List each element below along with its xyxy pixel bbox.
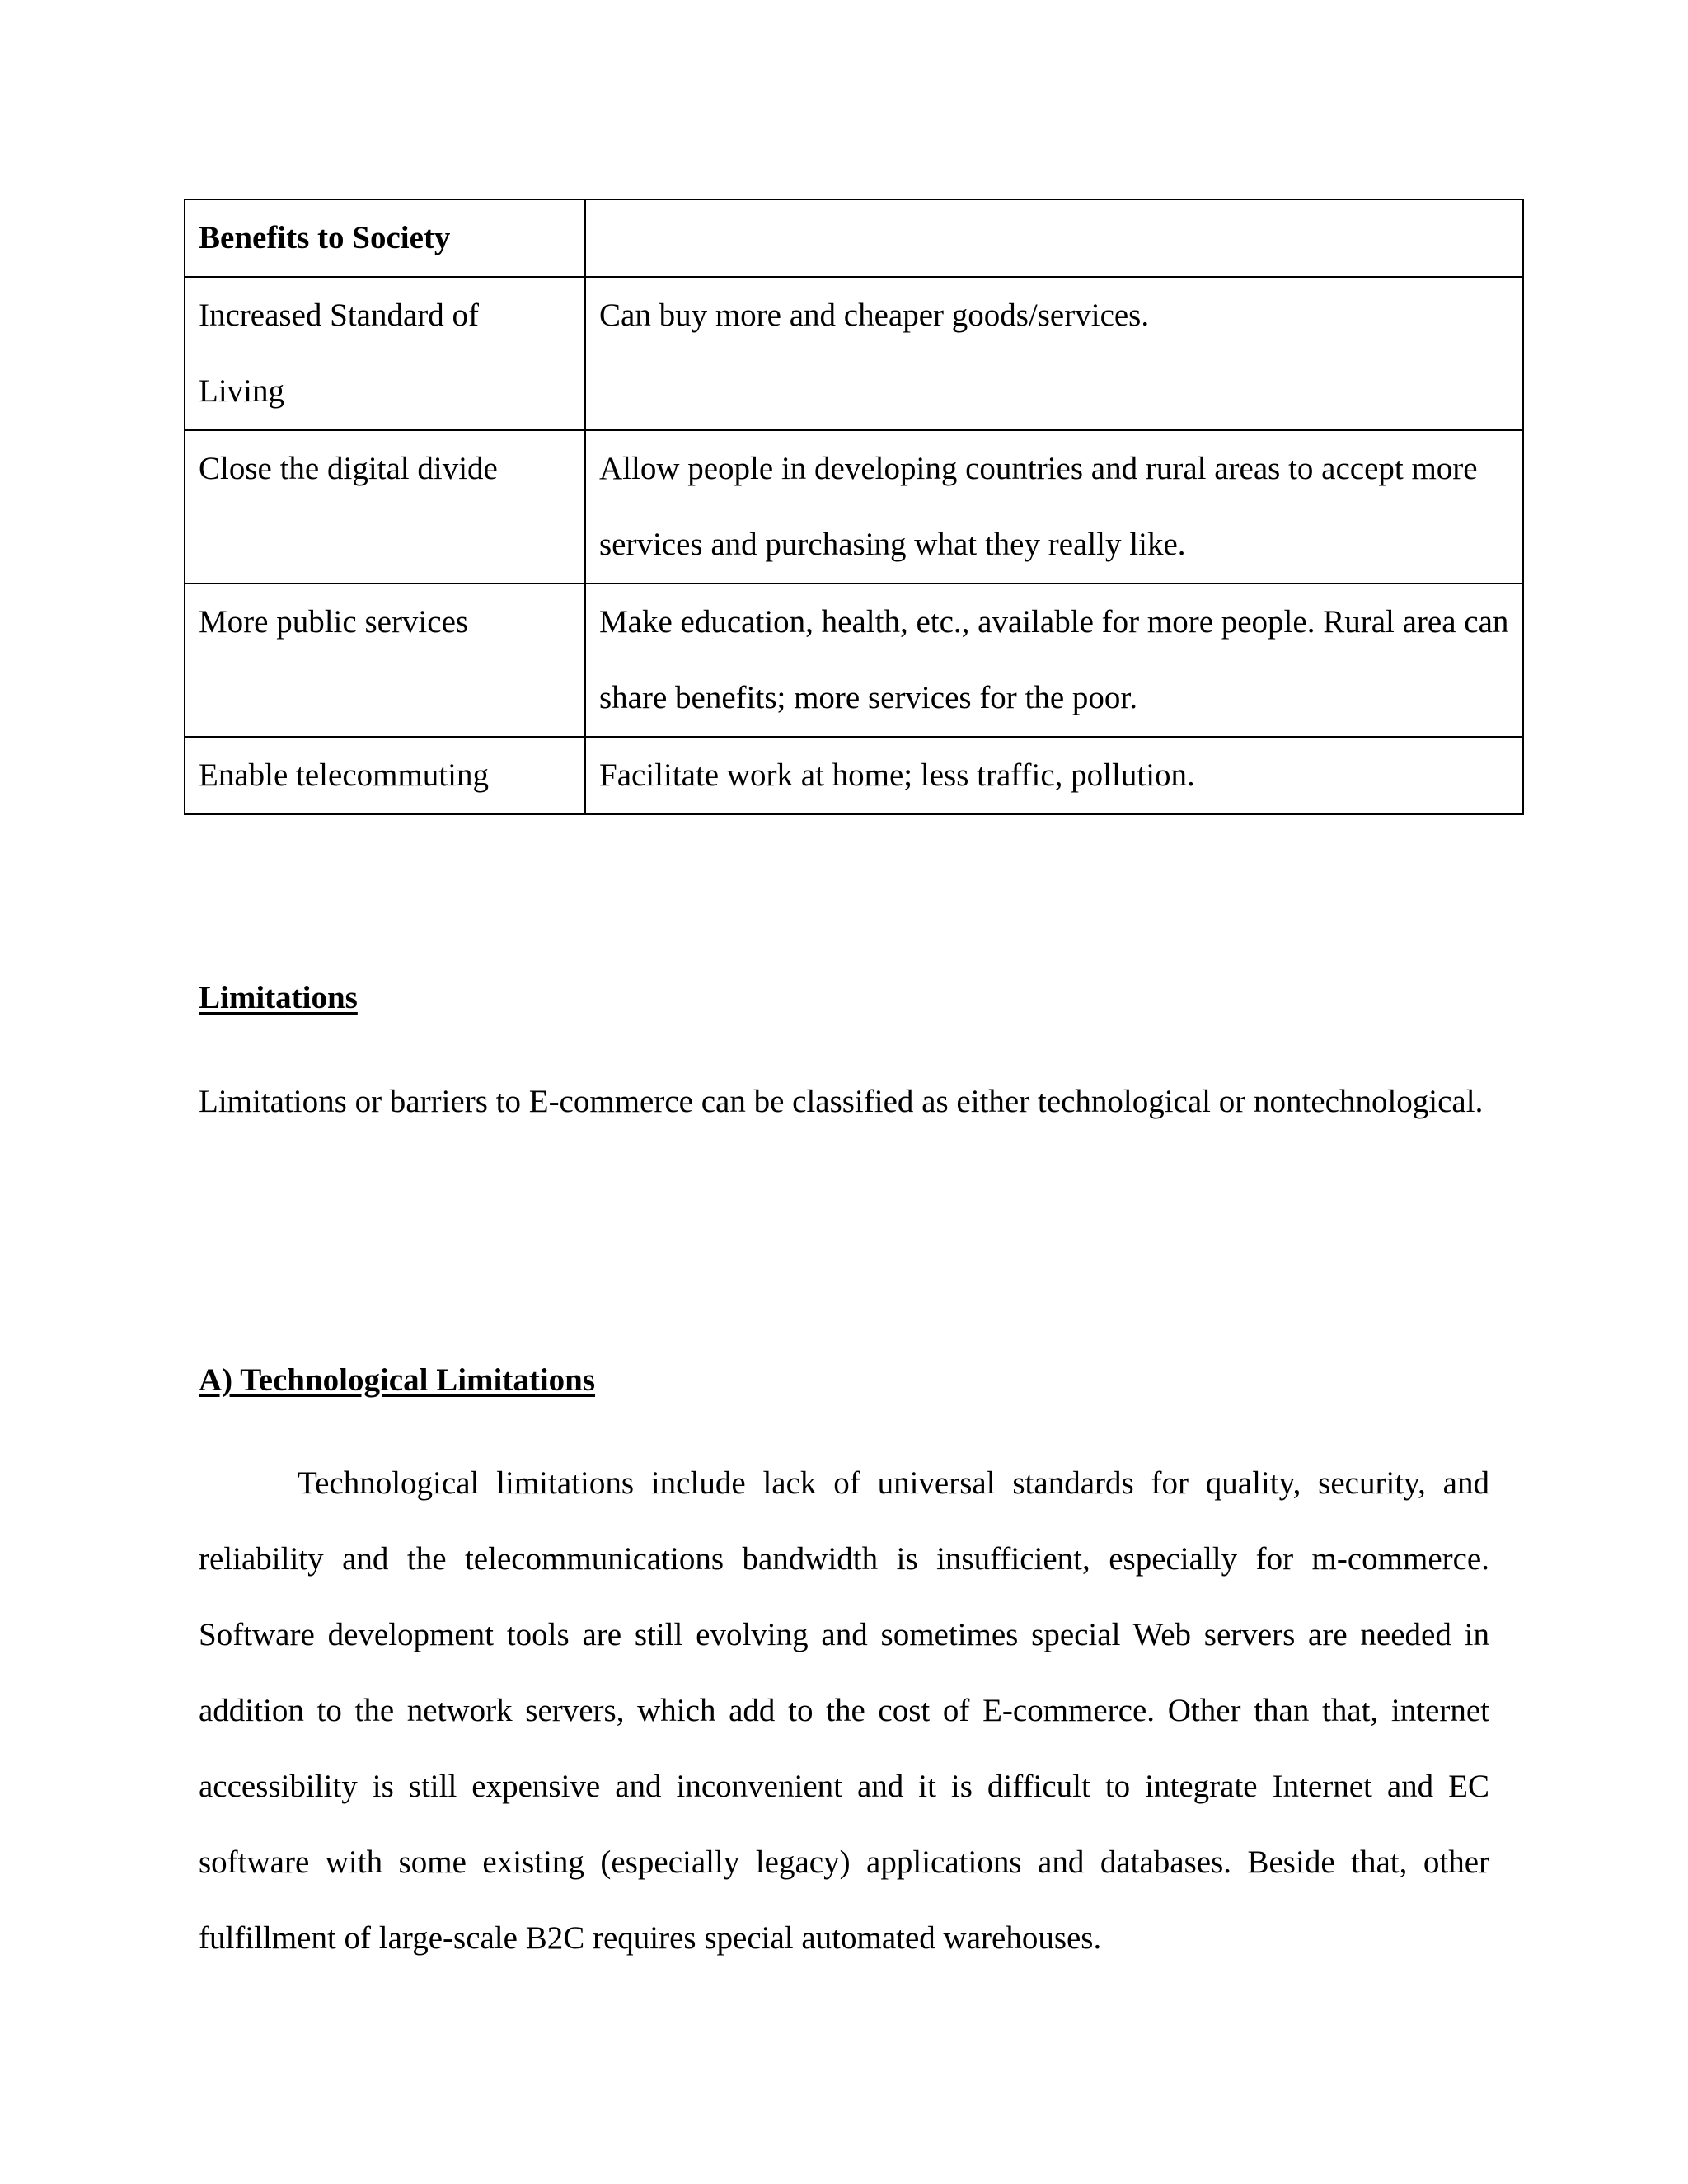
- table-row: [185, 277, 1523, 430]
- table-header-cell: Benefits to Society: [185, 199, 585, 277]
- table-header-cell-empty: [585, 199, 1523, 277]
- benefit-cell: Enable telecommuting: [185, 737, 585, 814]
- technological-limitations-heading: A) Technological Limitations: [199, 1362, 596, 1398]
- table-row: [185, 583, 1523, 737]
- table-header-row: [185, 199, 1523, 277]
- benefits-table: [184, 199, 1524, 815]
- description-cell: Can buy more and cheaper goods/services.: [585, 277, 1523, 430]
- limitations-paragraph: Limitations or barriers to E-commerce can be classified as either technological or nontechnological.: [199, 1084, 1484, 1119]
- description-cell: Facilitate work at home; less traffic, pollution.: [585, 737, 1523, 814]
- table-row: [185, 430, 1523, 583]
- table-row: [185, 737, 1523, 814]
- description-cell: Make education, health, etc., available for more people. Rural area can share benefits; more services for the poor.: [585, 583, 1523, 737]
- technological-limitations-paragraph: Technological limitations include lack of universal standards for quality, security, and reliability and the telecommunications bandwidth is insufficient, especially for m-commerce. Software development tools are still evolving and sometimes special Web servers are needed in addition to the network servers, which add to the cost of E-commerce. Other than that, internet accessibility is still expensive and inconvenient and it is difficult to integrate Internet and EC software with some existing (especially legacy) applications and databases. Beside that, other fulfillment of large-scale B2C requires special automated warehouses.: [199, 1465, 1489, 1956]
- benefit-cell: Increased Standard of Living: [185, 277, 585, 430]
- benefit-cell: More public services: [185, 583, 585, 737]
- benefit-cell: Close the digital divide: [185, 430, 585, 583]
- limitations-heading: Limitations: [199, 980, 358, 1015]
- description-cell: Allow people in developing countries and rural areas to accept more services and purchasing what they really like.: [585, 430, 1523, 583]
